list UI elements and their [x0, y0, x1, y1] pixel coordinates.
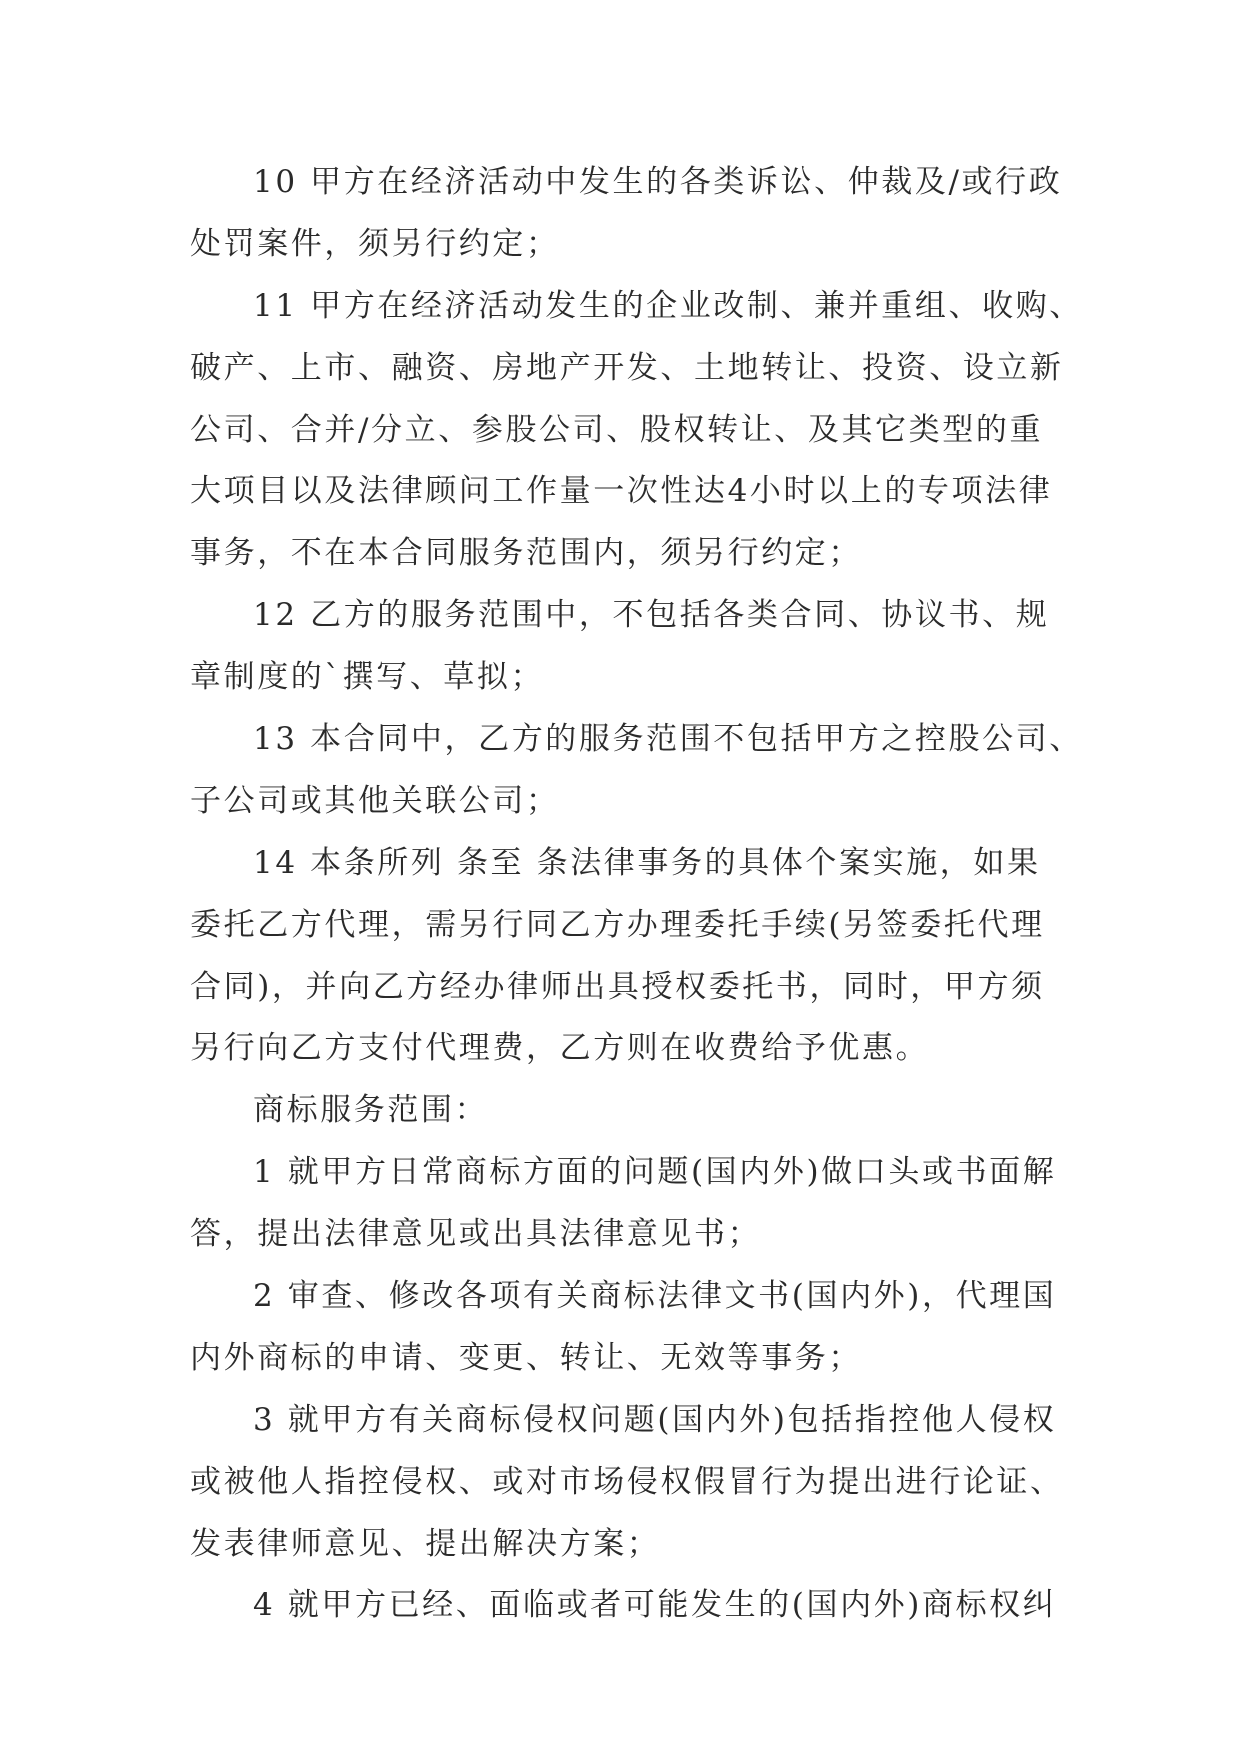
- text-line: 14 本条所列 条至 条法律事务的具体个案实施，如果: [253, 844, 1041, 881]
- text-line: 10 甲方在经济活动中发生的各类诉讼、仲裁及/或行政: [253, 164, 1063, 200]
- text-line: 13 本合同中，乙方的服务范围不包括甲方之控股公司、: [253, 721, 1083, 758]
- text-line: 另行向乙方支付代理费，乙方则在收费给予优惠。: [190, 1030, 930, 1067]
- text-line: 大项目以及法律顾问工作量一次性达4小时以上的专项法律: [190, 473, 1053, 510]
- text-line: 3 就甲方有关商标侵权问题(国内外)包括指控他人侵权: [253, 1401, 1057, 1438]
- text-line: 公司、合并/分立、参股公司、股权转让、及其它类型的重: [190, 411, 1044, 448]
- text-line: 2 审查、修改各项有关商标法律文书(国内外)，代理国: [253, 1278, 1057, 1315]
- text-line: 子公司或其他关联公司；: [190, 782, 560, 819]
- section-heading: 商标服务范围：: [253, 1092, 489, 1129]
- text-line: 或被他人指控侵权、或对市场侵权假冒行为提出进行论证、: [190, 1463, 1064, 1500]
- text-line: 答，提出法律意见或出具法律意见书；: [190, 1216, 762, 1253]
- text-line: 11 甲方在经济活动发生的企业改制、兼并重组、收购、: [253, 287, 1083, 324]
- text-line: 1 就甲方日常商标方面的问题(国内外)做口头或书面解: [253, 1154, 1057, 1191]
- text-line: 发表律师意见、提出解决方案；: [190, 1525, 661, 1562]
- text-line: 12 乙方的服务范围中，不包括各类合同、协议书、规: [253, 597, 1050, 634]
- text-line: 事务，不在本合同服务范围内，须另行约定；: [190, 535, 862, 572]
- text-line: 合同)，并向乙方经办律师出具授权委托书，同时，甲方须: [190, 968, 1045, 1005]
- document-body: [190, 152, 1083, 1637]
- text-line: 委托乙方代理，需另行同乙方办理委托手续(另签委托代理: [190, 906, 1045, 943]
- text-line: 处罚案件，须另行约定；: [190, 225, 560, 262]
- text-line: 章制度的`撰写、草拟；: [190, 659, 545, 696]
- text-line: 破产、上市、融资、房地产开发、土地转让、投资、设立新: [190, 349, 1064, 386]
- text-line: 内外商标的申请、变更、转让、无效等事务；: [190, 1339, 862, 1376]
- text-line: 4 就甲方已经、面临或者可能发生的(国内外)商标权纠: [253, 1587, 1057, 1624]
